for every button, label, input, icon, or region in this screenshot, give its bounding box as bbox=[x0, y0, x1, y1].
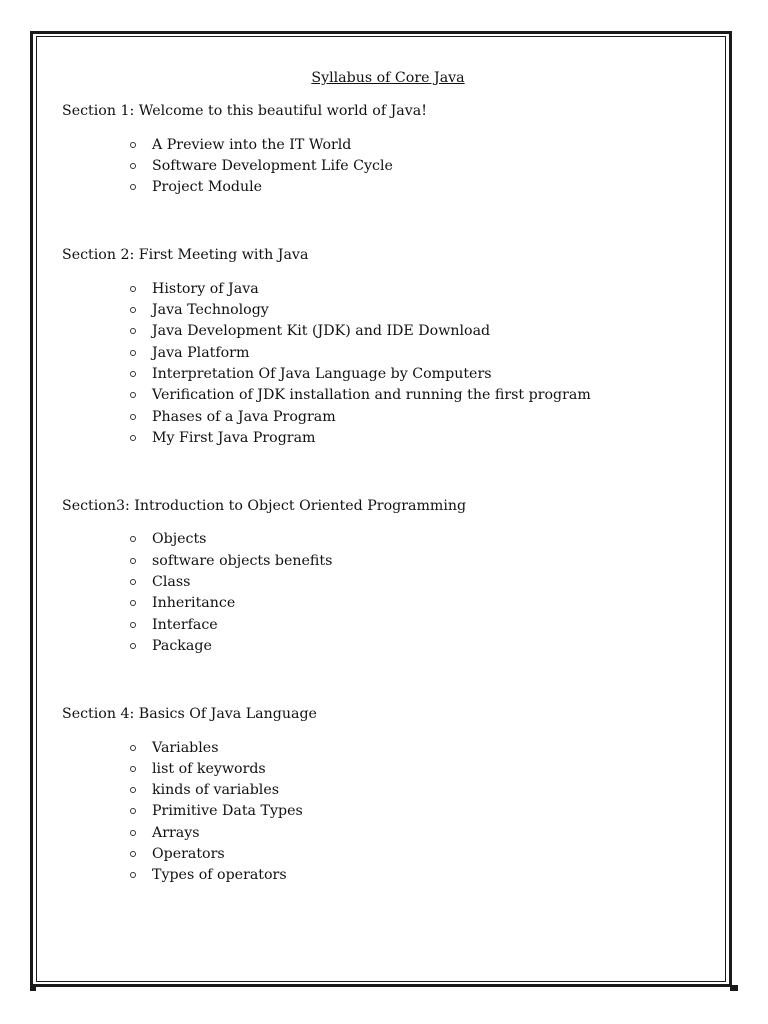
list-item-text: Java Platform bbox=[152, 344, 250, 361]
list-item-text: My First Java Program bbox=[152, 429, 316, 446]
list-item bbox=[130, 156, 702, 177]
list-item bbox=[130, 759, 702, 780]
list-item-text: Software Development Life Cycle bbox=[152, 157, 393, 174]
hollow-circle-bullet-icon bbox=[130, 558, 136, 564]
topic-list bbox=[62, 738, 702, 887]
section-spacer bbox=[62, 657, 702, 704]
list-item bbox=[130, 177, 702, 198]
hollow-circle-bullet-icon bbox=[130, 350, 136, 356]
section-4 bbox=[62, 704, 702, 886]
section-2 bbox=[62, 245, 702, 449]
list-item-text: Interpretation Of Java Language by Computers bbox=[152, 365, 492, 382]
document-body bbox=[62, 68, 702, 887]
hollow-circle-bullet-icon bbox=[130, 435, 136, 441]
section-heading: Section 4: Basics Of Java Language bbox=[62, 706, 317, 723]
hollow-circle-bullet-icon bbox=[130, 371, 136, 377]
section-heading: Section3: Introduction to Object Oriented Programming bbox=[62, 498, 467, 515]
list-item bbox=[130, 593, 702, 614]
topic-list bbox=[62, 529, 702, 657]
corner-tick-bottom-right bbox=[730, 985, 738, 991]
corner-tick-bottom-left bbox=[30, 985, 36, 991]
list-item-text: Variables bbox=[152, 739, 219, 756]
hollow-circle-bullet-icon bbox=[130, 622, 136, 628]
hollow-circle-bullet-icon bbox=[130, 286, 136, 292]
list-item-text: Java Development Kit (JDK) and IDE Download bbox=[152, 323, 491, 340]
hollow-circle-bullet-icon bbox=[130, 536, 136, 542]
hollow-circle-bullet-icon bbox=[130, 808, 136, 814]
list-item-text: Phases of a Java Program bbox=[152, 408, 336, 425]
list-item-text: Package bbox=[152, 637, 212, 654]
hollow-circle-bullet-icon bbox=[130, 392, 136, 398]
list-item bbox=[130, 343, 702, 364]
list-item bbox=[130, 428, 702, 449]
list-item-text: Operators bbox=[152, 846, 225, 863]
section-heading: Section 1: Welcome to this beautiful world of Java! bbox=[62, 103, 427, 120]
hollow-circle-bullet-icon bbox=[130, 579, 136, 585]
hollow-circle-bullet-icon bbox=[130, 851, 136, 857]
list-item bbox=[130, 636, 702, 657]
list-item-text: Inheritance bbox=[152, 595, 236, 612]
list-item-text: Arrays bbox=[152, 824, 200, 841]
list-item bbox=[130, 279, 702, 300]
list-item-text: A Preview into the IT World bbox=[152, 136, 352, 153]
list-item-text: Primitive Data Types bbox=[152, 803, 303, 820]
list-item bbox=[130, 385, 702, 406]
list-item bbox=[130, 780, 702, 801]
hollow-circle-bullet-icon bbox=[130, 163, 136, 169]
document-title: Syllabus of Core Java bbox=[311, 70, 465, 86]
hollow-circle-bullet-icon bbox=[130, 142, 136, 148]
list-item bbox=[130, 529, 702, 550]
hollow-circle-bullet-icon bbox=[130, 766, 136, 772]
list-item bbox=[130, 572, 702, 593]
hollow-circle-bullet-icon bbox=[130, 830, 136, 836]
list-item-text: Interface bbox=[152, 616, 218, 633]
list-item-text: list of keywords bbox=[152, 760, 266, 777]
topic-list bbox=[62, 135, 702, 199]
list-item-text: Project Module bbox=[152, 179, 263, 196]
list-item bbox=[130, 407, 702, 428]
list-item-text: History of Java bbox=[152, 280, 259, 297]
hollow-circle-bullet-icon bbox=[130, 600, 136, 606]
hollow-circle-bullet-icon bbox=[130, 745, 136, 751]
hollow-circle-bullet-icon bbox=[130, 643, 136, 649]
topic-list bbox=[62, 279, 702, 449]
hollow-circle-bullet-icon bbox=[130, 787, 136, 793]
hollow-circle-bullet-icon bbox=[130, 414, 136, 420]
hollow-circle-bullet-icon bbox=[130, 872, 136, 878]
list-item bbox=[130, 364, 702, 385]
list-item bbox=[130, 865, 702, 886]
list-item-text: Java Technology bbox=[152, 302, 269, 319]
list-item bbox=[130, 801, 702, 822]
list-item-text: Class bbox=[152, 574, 191, 591]
list-item bbox=[130, 738, 702, 759]
section-3 bbox=[62, 496, 702, 657]
hollow-circle-bullet-icon bbox=[130, 184, 136, 190]
list-item-text: kinds of variables bbox=[152, 782, 279, 799]
section-heading: Section 2: First Meeting with Java bbox=[62, 247, 309, 264]
hollow-circle-bullet-icon bbox=[130, 328, 136, 334]
list-item bbox=[130, 823, 702, 844]
list-item-text: Objects bbox=[152, 531, 207, 548]
list-item bbox=[130, 300, 702, 321]
list-item-text: Types of operators bbox=[152, 867, 287, 884]
list-item-text: software objects benefits bbox=[152, 552, 333, 569]
list-item bbox=[130, 321, 702, 342]
list-item-text: Verification of JDK installation and running the first program bbox=[152, 387, 591, 404]
hollow-circle-bullet-icon bbox=[130, 307, 136, 313]
section-1 bbox=[62, 101, 702, 198]
list-item bbox=[130, 615, 702, 636]
list-item bbox=[130, 844, 702, 865]
list-item bbox=[130, 551, 702, 572]
list-item bbox=[130, 135, 702, 156]
section-spacer bbox=[62, 449, 702, 496]
section-spacer bbox=[62, 198, 702, 245]
